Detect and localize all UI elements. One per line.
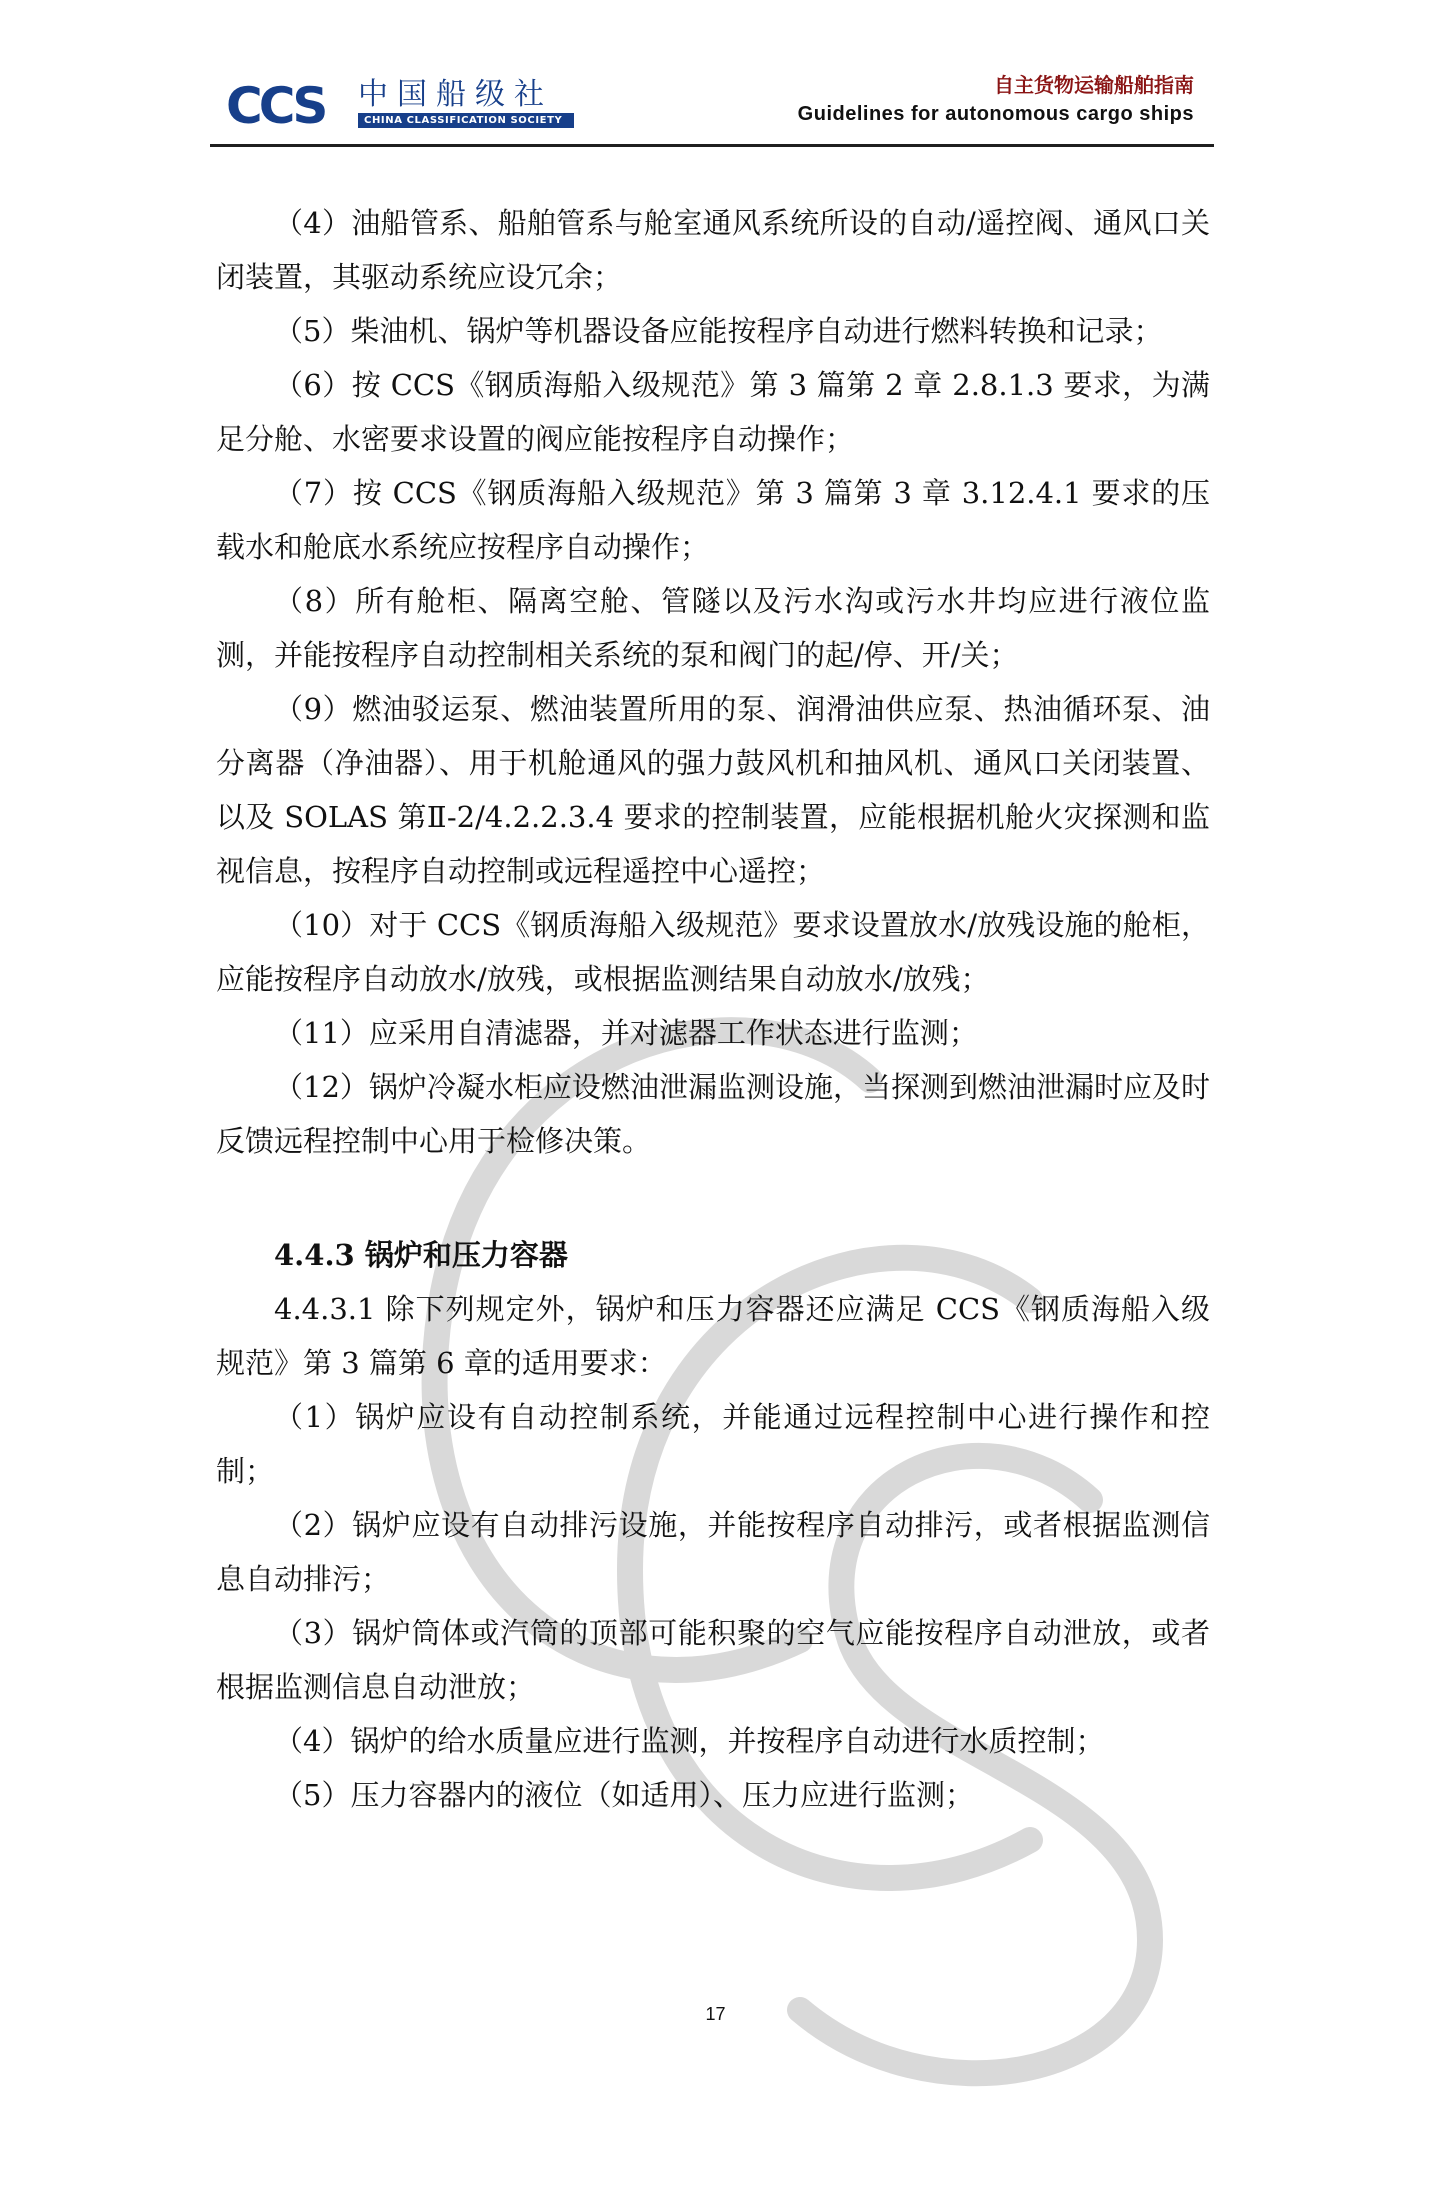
list-item: （5）柴油机、锅炉等机器设备应能按程序自动进行燃料转换和记录； [274, 314, 1163, 348]
list-item: （11）应采用自清滤器，并对滤器工作状态进行监测； [274, 1016, 978, 1050]
logo-chinese-name: 中国船级社 [358, 77, 553, 112]
document-title-cn: 自主货物运输船舶指南 [994, 73, 1194, 97]
ccs-logo [226, 78, 586, 134]
logo-mark: CCS [226, 77, 325, 135]
document-title [798, 70, 1194, 128]
list-item: （2）锅炉应设有自动排污设施，并能按程序自动排污，或者根据监测信息自动排污； [216, 1508, 1210, 1596]
list-item: （10）对于 CCS《钢质海船入级规范》要求设置放水/放残设施的舱柜，应能按程序自动放水/放残，或根据监测结果自动放水/放残； [216, 908, 1210, 996]
list-item: （7）按 CCS《钢质海船入级规范》第 3 篇第 3 章 3.12.4.1 要求的压载水和舱底水系统应按程序自动操作； [216, 476, 1210, 564]
list-item: （3）锅炉筒体或汽筒的顶部可能积聚的空气应能按程序自动泄放，或者根据监测信息自动泄放； [216, 1616, 1210, 1704]
list-item: （9）燃油驳运泵、燃油装置所用的泵、润滑油供应泵、热油循环泵、油分离器（净油器）、用于机舱通风的强力鼓风机和抽风机、通风口关闭装置、以及 SOLAS 第Ⅱ-2/4.2.2.3.4 要求的控制装置，应能根据机舱火灾探测和监视信息，按程序自动控制或远程遥控中心遥控； [216, 692, 1210, 888]
list-item: （12）锅炉冷凝水柜应设燃油泄漏监测设施，当探测到燃油泄漏时应及时反馈远程控制中心用于检修决策。 [216, 1070, 1210, 1158]
list-item: （8）所有舱柜、隔离空舱、管隧以及污水沟或污水井均应进行液位监测，并能按程序自动控制相关系统的泵和阀门的起/停、开/关； [216, 584, 1210, 672]
list-item: （4）锅炉的给水质量应进行监测，并按程序自动进行水质控制； [274, 1724, 1105, 1758]
page-number: 17 [705, 2004, 726, 2024]
document-title-en: Guidelines for autonomous cargo ships [797, 103, 1194, 125]
list-item: （1）锅炉应设有自动控制系统，并能通过远程控制中心进行操作和控制； [216, 1400, 1210, 1488]
list-item: （4）油船管系、船舶管系与舱室通风系统所设的自动/遥控阀、通风口关闭装置，其驱动系统应设冗余； [216, 206, 1210, 294]
page-body [216, 196, 1210, 1822]
list-item: （5）压力容器内的液位（如适用）、压力应进行监测； [274, 1778, 974, 1812]
logo-text-block [358, 77, 580, 130]
section-heading: 4.4.3 锅炉和压力容器 [274, 1238, 568, 1272]
page-header [210, 62, 1214, 147]
logo-english-name: CHINA CLASSIFICATION SOCIETY [358, 113, 574, 128]
list-item: （6）按 CCS《钢质海船入级规范》第 3 篇第 2 章 2.8.1.3 要求，为满足分舱、水密要求设置的阀应能按程序自动操作； [216, 368, 1210, 456]
section-intro: 4.4.3.1 除下列规定外，锅炉和压力容器还应满足 CCS《钢质海船入级规范》第 3 篇第 6 章的适用要求： [216, 1292, 1210, 1380]
